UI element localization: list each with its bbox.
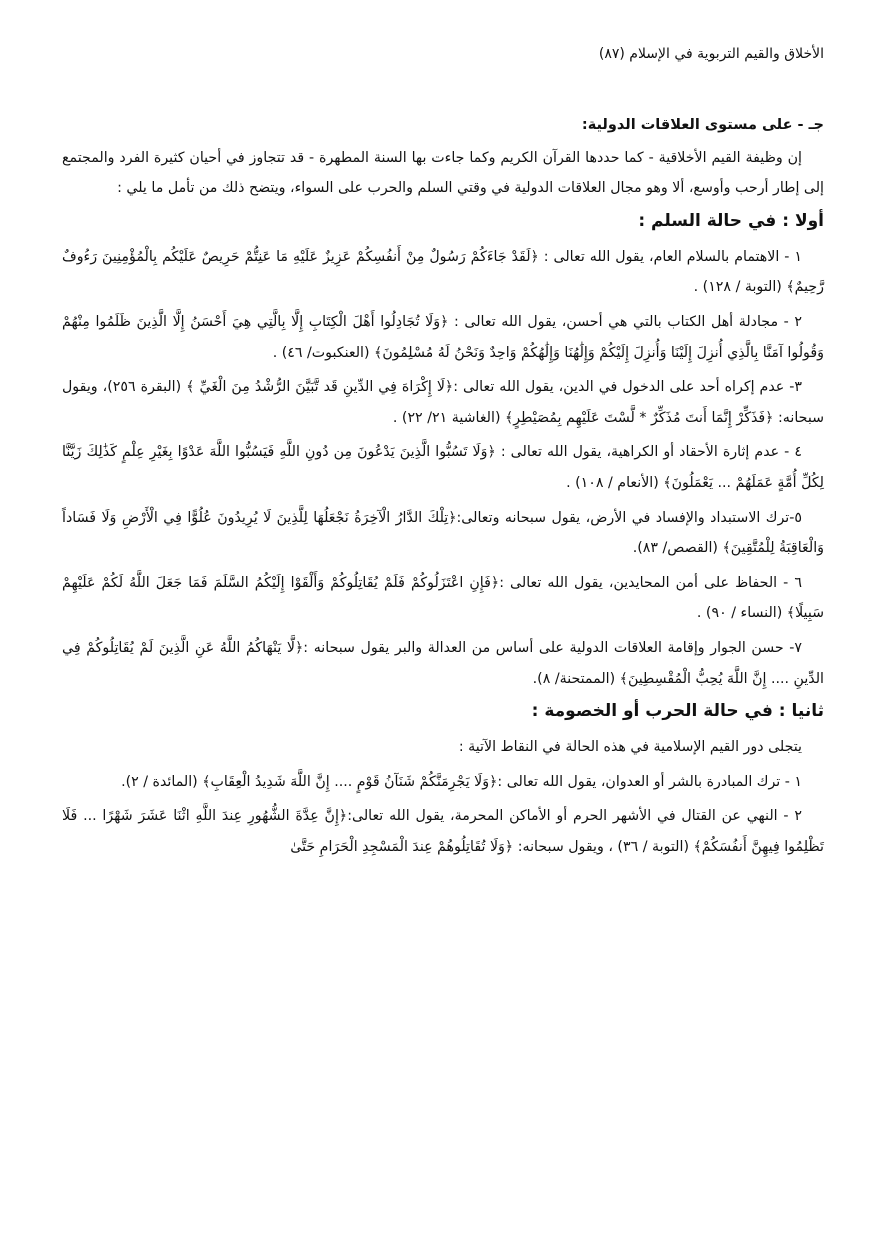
peace-item-4: ٤ - عدم إثارة الأحقاد أو الكراهية، يقول الله تعالى : ﴿وَلَا تَسُبُّوا الَّذِينَ يَدْعُونَ مِن دُونِ اللَّهِ فَيَسُبُّوا اللَّهَ عَدْوًا بِغَيْرِ عِلْمٍ كَذَٰلِكَ زَيَّنَّا لِكُلِّ أُمَّةٍ عَمَلَهُمْ ... يَعْمَلُونَ﴾ (الأنعام / ١٠٨) . [62, 444, 824, 491]
war-heading: ثانيا : في حالة الحرب أو الخصومة : [531, 701, 824, 722]
intro-paragraph: إن وظيفة القيم الأخلاقية - كما حددها القرآن الكريم وكما جاءت بها السنة المطهرة - قد تتجاوز في أحيان كثيرة الفرد والمجتمع إلى إطار أرحب وأوسع، ألا وهو مجال العلاقات الدولية في وقتي السلم والحرب على السواء، ويتضح ذلك من تأمل ما يلي : [62, 149, 824, 197]
peace-item-5: ٥-ترك الاستبداد والإفساد في الأرض، يقول سبحانه وتعالى:﴿تِلْكَ الدَّارُ الْآخِرَةُ نَجْعَلُهَا لِلَّذِينَ لَا يُرِيدُونَ عُلُوًّا فِي الْأَرْضِ وَلَا فَسَاداً وَالْعَاقِبَةُ لِلْمُتَّقِينَ﴾ (القصص/ ٨٣). [62, 509, 824, 557]
war-item-2: ٢ - النهي عن القتال في الأشهر الحرم أو الأماكن المحرمة، يقول الله تعالى:﴿إِنَّ عِدَّةَ الشُّهُورِ عِندَ اللَّهِ اثْنَا عَشَرَ شَهْرًا ... فَلَا تَظْلِمُوا فِيهِنَّ أَنفُسَكُمْ﴾ (التوبة / ٣٦) ، ويقول سبحانه: ﴿وَلَا تُقَاتِلُوهُمْ عِندَ الْمَسْجِدِ الْحَرَامِ حَتَّىٰ [62, 808, 824, 855]
running-header: الأخلاق والقيم التربوية في الإسلام (٨٧) [598, 46, 824, 62]
page-body [62, 110, 824, 862]
peace-item-3: ٣- عدم إكراه أحد على الدخول في الدين، يقول الله تعالى :﴿لَا إِكْرَاهَ فِي الدِّينِ قَد تَّبَيَّنَ الرُّشْدُ مِنَ الْغَيِّ ﴾ (البقرة ٢٥٦)، ويقول سبحانه: ﴿فَذَكِّرْ إِنَّمَا أَنتَ مُذَكِّرٌ * لَّسْتَ عَلَيْهِم بِمُصَيْطِرٍ﴾ (الغاشية ٢١/ ٢٢) . [62, 379, 824, 426]
peace-item-1: ١ - الاهتمام بالسلام العام، يقول الله تعالى : ﴿لَقَدْ جَاءَكُمْ رَسُولٌ مِنْ أَنفُسِكُمْ عَزِيزٌ عَلَيْهِ مَا عَنِتُّمْ حَرِيصٌ عَلَيْكُم بِالْمُؤْمِنِينَ رَءُوفٌ رَّحِيمٌ﴾ (التوبة / ١٢٨) . [62, 248, 824, 296]
peace-item-7: ٧- حسن الجوار وإقامة العلاقات الدولية على أساس من العدالة والبر يقول سبحانه :﴿لَّا يَنْهَاكُمُ اللَّهُ عَنِ الَّذِينَ لَمْ يُقَاتِلُوكُمْ فِي الدِّينِ .... إِنَّ اللَّهَ يُحِبُّ الْمُقْسِطِينَ﴾ (الممتحنة/ ٨). [62, 639, 824, 687]
peace-heading: أولا : في حالة السلم : [638, 210, 824, 231]
subsection-heading: جـ - على مستوى العلاقات الدولية: [581, 117, 824, 133]
war-intro: يتجلى دور القيم الإسلامية في هذه الحالة في النقاط الآتية : [458, 739, 802, 756]
peace-item-2: ٢ - مجادلة أهل الكتاب بالتي هي أحسن، يقول الله تعالى : ﴿وَلَا تُجَادِلُوا أَهْلَ الْكِتَابِ إِلَّا بِالَّتِي هِيَ أَحْسَنُ إِلَّا الَّذِينَ ظَلَمُوا مِنْهُمْ وَقُولُوا آمَنَّا بِالَّذِي أُنزِلَ إِلَيْنَا وَأُنزِلَ إِلَيْكُمْ وَإِلَٰهُنَا وَإِلَٰهُكُمْ وَاحِدٌ وَنَحْنُ لَهُ مُسْلِمُونَ﴾ (العنكبوت/ ٤٦) . [62, 313, 824, 361]
peace-item-6: ٦ - الحفاظ على أمن المحايدين، يقول الله تعالى :﴿فَإِنِ اعْتَزَلُوكُمْ فَلَمْ يُقَاتِلُوكُمْ وَأَلْقَوْا إِلَيْكُمُ السَّلَمَ فَمَا جَعَلَ اللَّهُ لَكُمْ عَلَيْهِمْ سَبِيلًا﴾ (النساء / ٩٠) . [62, 574, 824, 622]
war-item-1: ١ - ترك المبادرة بالشر أو العدوان، يقول الله تعالى :﴿وَلَا يَجْرِمَنَّكُمْ شَنَآنُ قَوْمٍ .... إِنَّ اللَّهَ شَدِيدُ الْعِقَابِ﴾ (المائدة / ٢). [121, 773, 802, 790]
